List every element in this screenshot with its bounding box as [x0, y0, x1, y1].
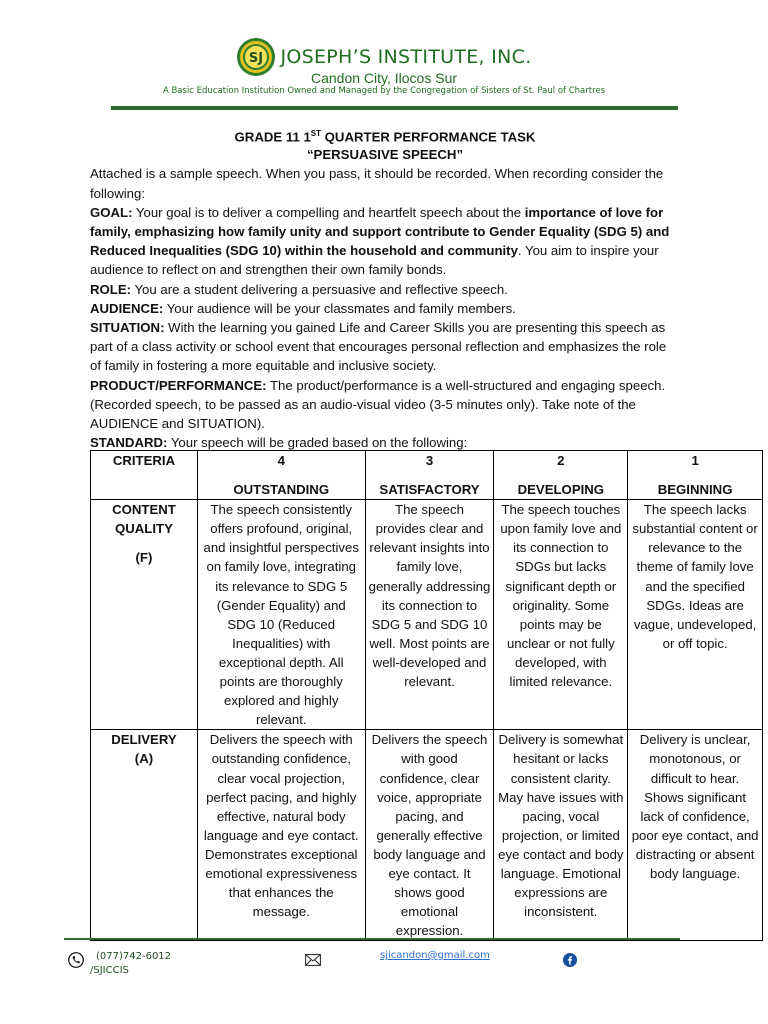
- level-1-header: 1 BEGINNING: [628, 451, 763, 500]
- level-2-header: 2 DEVELOPING: [494, 451, 628, 500]
- standard-label: STANDARD:: [90, 435, 168, 451]
- document-body: [90, 125, 680, 452]
- criterion-cell: CONTENT QUALITY (F): [91, 500, 198, 730]
- footer-divider: [64, 938, 680, 940]
- rubric-cell: Delivery is unclear, monotonous, or difficult to hear. Shows significant lack of confidence, poor eye contact, and distracting or absent body language.: [628, 730, 763, 941]
- footer-phone: (077)742-6012: [96, 951, 172, 962]
- rubric-cell: Delivers the speech with outstanding confidence, clear vocal projection, perfect pacing, and highly effective, natural body language and eye contact. Demonstrates exceptional emotional expressiveness that enhances the message.: [197, 730, 365, 941]
- audience-label: AUDIENCE:: [90, 300, 164, 316]
- rubric-row-delivery: [91, 730, 763, 941]
- level-3-header: 3 SATISFACTORY: [365, 451, 494, 500]
- rubric-cell: Delivers the speech with good confidence, clear voice, appropriate pacing, and generally effective body language and eye contact. It shows good emotional expression.: [365, 730, 494, 941]
- situation-label: SITUATION:: [90, 320, 165, 336]
- goal-label: GOAL:: [90, 204, 133, 220]
- school-city: Candon City, Ilocos Sur: [310, 70, 458, 86]
- criterion-cell: DELIVERY (A): [91, 730, 198, 941]
- school-tagline: A Basic Education Institution Owned and Managed by the Congregation of Sisters of St. Paul of Chartres: [162, 86, 606, 96]
- school-seal-logo: [236, 37, 276, 77]
- product-paragraph: PRODUCT/PERFORMANCE: The product/performance is a well-structured and engaging speech. (Recorded speech, to be passed as an audio-visual video (3-5 minutes only). Take note of the AUDIENCE and SITUATION).: [90, 377, 666, 432]
- phone-icon: [68, 952, 84, 968]
- audience-paragraph: AUDIENCE: Your audience will be your classmates and family members.: [90, 300, 516, 316]
- rubric-cell: The speech provides clear and relevant insights into family love, generally addressing its connection to SDG 5 and SDG 10 well. Most points are well-developed and relevant.: [365, 500, 494, 730]
- document-title: GRADE 11 1ST QUARTER PERFORMANCE TASK: [234, 129, 536, 145]
- goal-emphasis: importance of love for family, emphasizing how family unity and support contribute to Gender Equality (SDG 5) and Reduced Inequalities (SDG 10) within the household and community: [90, 204, 670, 259]
- document-subtitle: “PERSUASIVE SPEECH”: [306, 147, 464, 163]
- situation-paragraph: SITUATION: With the learning you gained Life and Career Skills you are presenting this speech as part of a class activity or school event that encourages personal reflection and emphasizes the role of family in fostering a more equitable and inclusive society.: [90, 320, 667, 374]
- footer: [0, 950, 768, 990]
- facebook-icon[interactable]: [563, 953, 577, 967]
- rubric-cell: Delivery is somewhat hesitant or lacks consistent clarity. May have issues with pacing, vocal projection, or limited eye contact and body language. Emotional expressions are inconsistent.: [494, 730, 628, 941]
- rubric-cell: The speech touches upon family love and its connection to SDGs but lacks significant depth or originality. Some points may be unclear or not fully developed, with limited relevance.: [494, 500, 628, 730]
- footer-facebook-handle: /SJICCIS: [90, 965, 129, 976]
- footer-email-link[interactable]: sjicandon@gmail.com: [380, 950, 490, 961]
- rubric-cell: The speech consistently offers profound, original, and insightful perspectives on family love, integrating its relevance to SDG 5 (Gender Equality) and SDG 10 (Reduced Inequalities) with exceptional depth. All points are thoroughly explored and highly relevant.: [197, 500, 365, 730]
- school-name: JOSEPH’S INSTITUTE, INC.: [280, 46, 532, 68]
- goal-paragraph: GOAL: Your goal is to deliver a compelling and heartfelt speech about the importance of love for family, emphasizing how family unity and support contribute to Gender Equality (SDG 5) and Reduced Inequalities (SDG 10) within the household and community. You aim to inspire your audience to reflect on and strengthen their own family bonds.: [90, 204, 670, 278]
- mail-icon: [305, 954, 321, 966]
- level-4-header: 4 OUTSTANDING: [197, 451, 365, 500]
- standard-paragraph: STANDARD: Your speech will be graded based on the following:: [90, 435, 468, 451]
- rubric-table: [90, 450, 763, 941]
- product-label: PRODUCT/PERFORMANCE:: [90, 377, 267, 393]
- intro-paragraph: Attached is a sample speech. When you pass, it should be recorded. When recording consider the following:: [90, 166, 664, 201]
- role-paragraph: ROLE: You are a student delivering a persuasive and reflective speech.: [90, 281, 508, 297]
- header-divider: [111, 106, 678, 110]
- letterhead: [0, 36, 768, 96]
- rubric-header-row: [91, 451, 763, 500]
- rubric-row-content-quality: [91, 500, 763, 730]
- role-label: ROLE:: [90, 281, 132, 297]
- rubric-cell: The speech lacks substantial content or relevance to the theme of family love and the specified SDGs. Ideas are vague, undeveloped, or off topic.: [628, 500, 763, 730]
- logo-letters: SJ: [249, 51, 264, 66]
- criteria-header: CRITERIA: [91, 451, 198, 500]
